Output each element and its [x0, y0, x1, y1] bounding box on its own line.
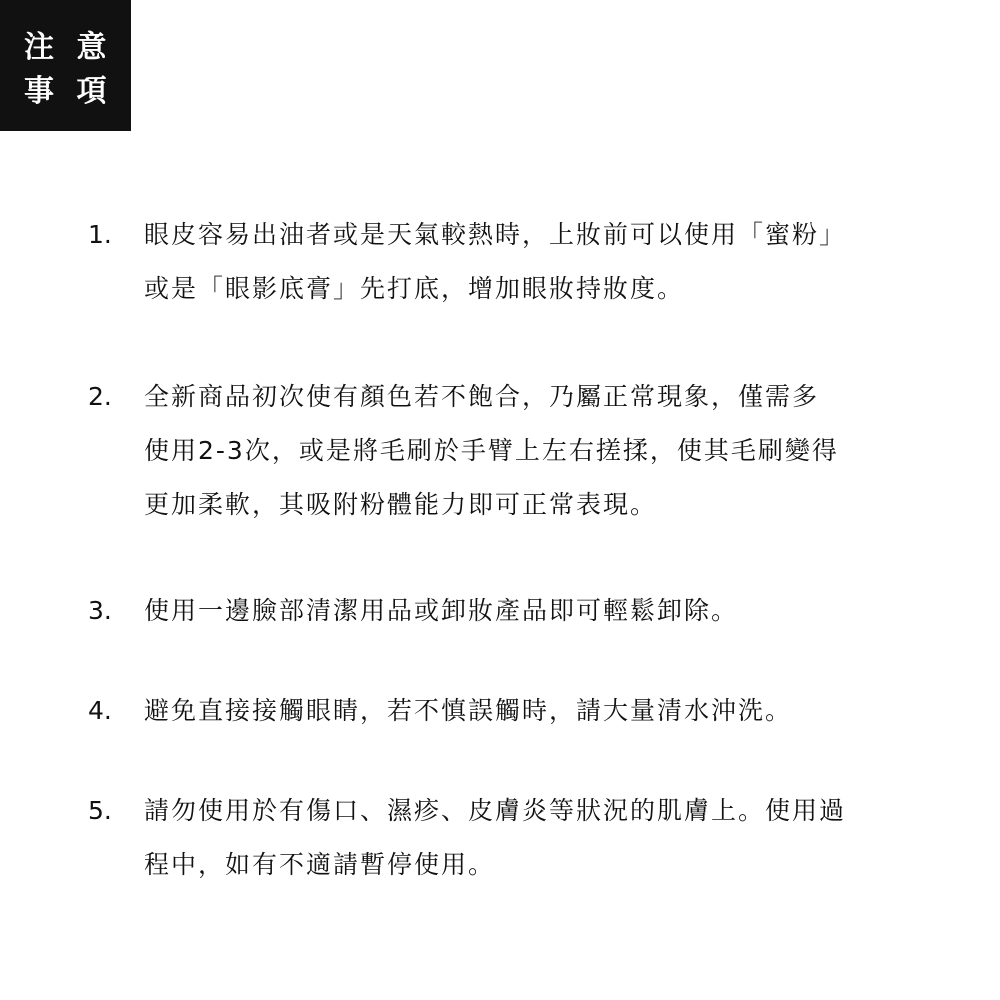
notice-heading-line-1: 注 意: [24, 30, 113, 65]
notice-item-number: 2.: [88, 382, 112, 411]
notice-item-number: 5.: [88, 796, 112, 825]
notice-heading-block: [0, 0, 131, 131]
notice-item-1: [88, 208, 918, 316]
notice-item-text-line: 程中，如有不適請暫停使用。: [144, 850, 496, 879]
notice-item-2: [88, 370, 918, 532]
notice-item-text-line: 避免直接接觸眼睛，若不慎誤觸時，請大量清水沖洗。: [144, 696, 793, 725]
notice-item-3: [88, 584, 918, 638]
notice-item-text-line: 請勿使用於有傷口、濕疹、皮膚炎等狀況的肌膚上。使用過: [144, 796, 847, 825]
notice-item-text-line: 使用一邊臉部清潔用品或卸妝產品即可輕鬆卸除。: [144, 596, 739, 625]
notice-item-text-line: 或是「眼影底膏」先打底，增加眼妝持妝度。: [144, 274, 685, 303]
notice-item-number: 4.: [88, 696, 112, 725]
notice-item-number: 1.: [88, 220, 112, 249]
notice-heading-line-2: 事 項: [24, 74, 113, 109]
notice-item-text-line: 更加柔軟，其吸附粉體能力即可正常表現。: [144, 490, 658, 519]
notice-item-text-line: 眼皮容易出油者或是天氣較熱時，上妝前可以使用「蜜粉」: [144, 220, 847, 249]
notice-item-text-line: 全新商品初次使有顏色若不飽合，乃屬正常現象，僅需多: [144, 382, 820, 411]
notice-item-text-line: 使用2-3次，或是將毛刷於手臂上左右搓揉，使其毛刷變得: [144, 436, 839, 465]
notice-item-5: [88, 784, 918, 892]
notice-item-4: [88, 684, 918, 738]
notice-item-number: 3.: [88, 596, 112, 625]
notice-list: [88, 208, 918, 892]
